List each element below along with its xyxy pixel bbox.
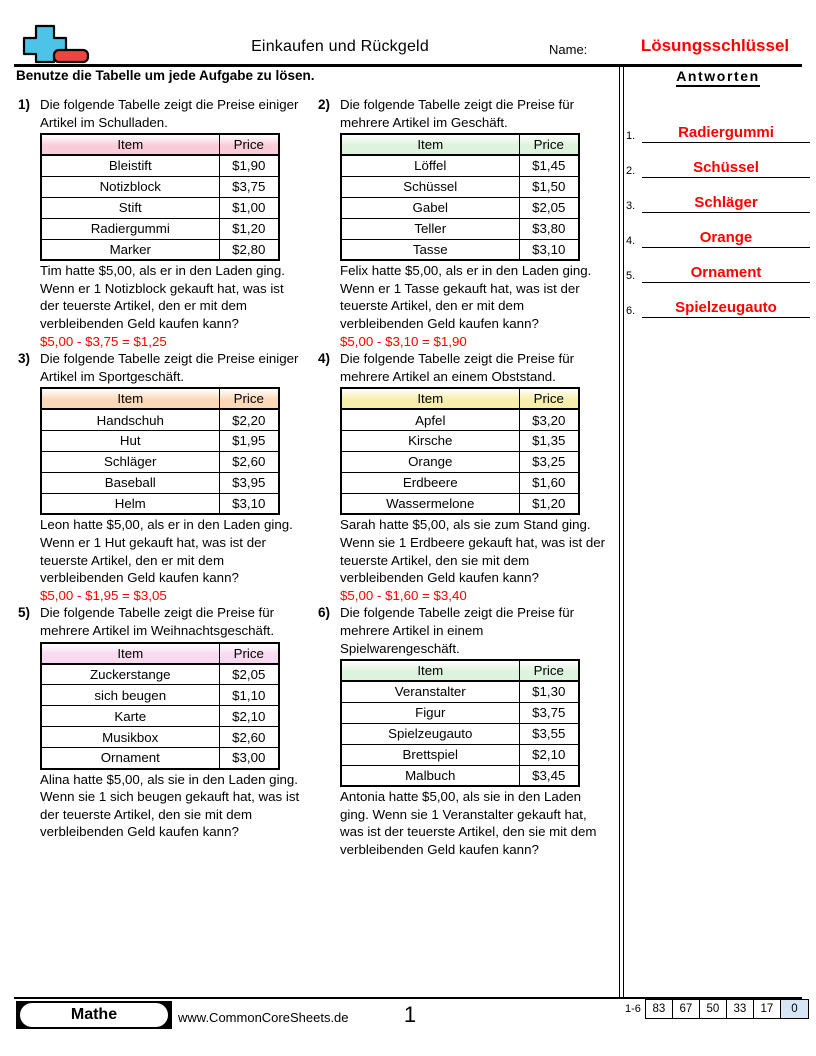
table-row — [41, 451, 279, 472]
price-table — [40, 387, 280, 515]
problem-worked-answer: $5,00 - $1,60 = $3,40 — [340, 587, 467, 603]
problem-4 — [314, 350, 614, 604]
cell-item: Veranstalter — [341, 681, 519, 702]
table-row — [41, 493, 279, 514]
table-header-item: Item — [41, 643, 219, 664]
problem-prompt: Die folgende Tabelle zeigt die Preise einiger Artikel im Sportgeschäft. — [40, 351, 299, 384]
price-table — [340, 387, 580, 515]
table-row — [41, 685, 279, 706]
cell-item: Orange — [341, 451, 519, 472]
table-row — [341, 472, 579, 493]
price-table — [340, 659, 580, 787]
cell-item: Ornament — [41, 748, 219, 769]
cell-price: $1,30 — [519, 681, 579, 702]
answer-value[interactable]: Radiergummi — [642, 124, 810, 143]
table-row — [41, 664, 279, 685]
problem-number: 3) — [18, 351, 31, 367]
cell-item: Teller — [341, 218, 519, 239]
answer-value[interactable]: Schläger — [642, 194, 810, 213]
cell-item: Helm — [41, 493, 219, 514]
table-row — [341, 155, 579, 176]
cell-price: $1,35 — [519, 430, 579, 451]
cell-item: Bleistift — [41, 155, 219, 176]
cell-price: $1,20 — [519, 493, 579, 514]
cell-item: Tasse — [341, 239, 519, 260]
cell-price: $3,10 — [519, 239, 579, 260]
answer-item-6 — [626, 283, 810, 318]
cell-price: $1,95 — [219, 430, 279, 451]
table-header-item: Item — [341, 134, 519, 155]
table-row — [41, 748, 279, 769]
subject-badge-label: Mathe — [20, 1003, 168, 1027]
cell-price: $2,80 — [219, 239, 279, 260]
table-row — [341, 723, 579, 744]
problem-question: Alina hatte $5,00, als sie in den Laden ging. Wenn sie 1 sich beugen gekauft hat, was ist der teuerste Artikel, den sie mit dem verbleibenden Geld kaufen kann? — [40, 771, 300, 840]
problem-worked-answer: $5,00 - $3,10 = $1,90 — [340, 333, 467, 349]
table-header-row — [41, 643, 279, 664]
table-header-item: Item — [341, 388, 519, 409]
cell-item: Schüssel — [341, 176, 519, 197]
table-row — [341, 681, 579, 702]
table-row — [41, 239, 279, 260]
table-row — [341, 744, 579, 765]
problem-3 — [14, 350, 314, 604]
problem-question: Leon hatte $5,00, als er in den Laden ging. Wenn er 1 Hut gekauft hat, was ist der teuerste Artikel, den er mit dem verbleibenden Geld kaufen kann? — [40, 517, 293, 586]
cell-price: $1,00 — [219, 197, 279, 218]
table-row — [341, 430, 579, 451]
problem-number: 2) — [318, 97, 331, 112]
cell-price: $3,55 — [519, 723, 579, 744]
page-number: 1 — [403, 1002, 417, 1027]
problems-grid — [14, 96, 614, 858]
answers-heading-text: Antworten — [676, 68, 760, 87]
score-strip — [625, 999, 809, 1019]
subject-badge — [16, 1001, 172, 1029]
cell-price: $1,90 — [219, 155, 279, 176]
cell-item: Brettspiel — [341, 744, 519, 765]
answer-value[interactable]: Ornament — [642, 264, 810, 283]
problem-worked-answer: $5,00 - $3,75 = $1,25 — [40, 333, 167, 349]
problem-number: 5) — [18, 605, 31, 621]
cell-item: Baseball — [41, 472, 219, 493]
cell-item: Gabel — [341, 197, 519, 218]
plus-eraser-icon — [14, 24, 92, 64]
score-box-0: 0 — [781, 1000, 808, 1018]
problem-prompt: Die folgende Tabelle zeigt die Preise einiger Artikel im Schulladen. — [40, 97, 299, 130]
table-row — [341, 451, 579, 472]
table-row — [41, 706, 279, 727]
problem-question: Felix hatte $5,00, als er in den Laden ging. Wenn er 1 Tasse gekauft hat, was ist der teuerste Artikel, den er mit dem verbleibenden Geld kaufen kann? — [340, 263, 592, 331]
header-divider — [14, 64, 802, 67]
problem-prompt: Die folgende Tabelle zeigt die Preise für mehrere Artikel im Weihnachtsgeschäft. — [40, 605, 275, 638]
answer-item-4 — [626, 213, 810, 248]
score-box-33: 33 — [727, 1000, 754, 1018]
table-header-item: Item — [41, 134, 219, 155]
problem-row — [14, 604, 614, 858]
instructions-text: Benutze die Tabelle um jede Aufgabe zu lösen. — [16, 68, 315, 83]
problem-row — [14, 350, 614, 604]
price-table — [40, 133, 280, 261]
cell-price: $1,10 — [219, 685, 279, 706]
cell-item: Karte — [41, 706, 219, 727]
vertical-divider — [619, 66, 624, 998]
cell-price: $2,20 — [219, 409, 279, 430]
table-header-row — [41, 134, 279, 155]
cell-price: $1,45 — [519, 155, 579, 176]
answer-item-2 — [626, 143, 810, 178]
cell-price: $2,60 — [219, 727, 279, 748]
table-header-price: Price — [519, 660, 579, 681]
cell-item: Marker — [41, 239, 219, 260]
problem-question: Sarah hatte $5,00, als sie zum Stand ging. Wenn sie 1 Erdbeere gekauft hat, was ist der teuerste Artikel, den sie mit dem verbleibenden Geld kaufen kann? — [340, 517, 606, 586]
table-row — [341, 702, 579, 723]
problem-number: 1) — [18, 97, 31, 112]
cell-item: Schläger — [41, 451, 219, 472]
problem-5 — [14, 604, 314, 858]
page-title: Einkaufen und Rückgeld — [251, 38, 429, 55]
cell-item: Spielzeugauto — [341, 723, 519, 744]
cell-price: $3,45 — [519, 765, 579, 786]
cell-price: $2,60 — [219, 451, 279, 472]
cell-price: $2,05 — [519, 197, 579, 218]
table-row — [41, 472, 279, 493]
cell-price: $1,50 — [519, 176, 579, 197]
score-boxes — [645, 999, 809, 1019]
cell-item: Wassermelone — [341, 493, 519, 514]
cell-price: $3,95 — [219, 472, 279, 493]
cell-item: Handschuh — [41, 409, 219, 430]
answer-value[interactable]: Schüssel — [642, 159, 810, 178]
problem-number: 6) — [318, 605, 331, 621]
answer-number: 4. — [626, 235, 636, 247]
problem-question: Antonia hatte $5,00, als sie in den Laden ging. Wenn sie 1 Veranstalter gekauft hat, was ist der teuerste Artikel, den sie mit dem verbleibenden Geld kaufen kann? — [340, 789, 597, 857]
answer-value[interactable]: Spielzeugauto — [642, 299, 810, 318]
cell-price: $3,25 — [519, 451, 579, 472]
answers-panel-heading — [626, 68, 810, 84]
table-row — [341, 197, 579, 218]
table-header-price: Price — [519, 388, 579, 409]
cell-item: Löffel — [341, 155, 519, 176]
answer-number: 2. — [626, 165, 636, 177]
cell-price: $3,80 — [519, 218, 579, 239]
answer-item-3 — [626, 178, 810, 213]
table-header-price: Price — [219, 643, 279, 664]
table-row — [41, 197, 279, 218]
cell-price: $3,75 — [219, 176, 279, 197]
table-row — [341, 765, 579, 786]
answer-number: 1. — [626, 130, 636, 142]
answers-list — [626, 108, 810, 318]
table-row — [41, 727, 279, 748]
table-row — [341, 409, 579, 430]
cell-price: $3,10 — [219, 493, 279, 514]
table-row — [341, 218, 579, 239]
cell-item: Musikbox — [41, 727, 219, 748]
cell-price: $3,00 — [219, 748, 279, 769]
score-box-83: 83 — [646, 1000, 673, 1018]
cell-item: Hut — [41, 430, 219, 451]
cell-price: $3,75 — [519, 702, 579, 723]
table-header-item: Item — [341, 660, 519, 681]
price-table — [40, 642, 280, 770]
answer-number: 6. — [626, 305, 636, 317]
problem-prompt: Die folgende Tabelle zeigt die Preise für mehrere Artikel in einem Spielwarengeschäft. — [340, 605, 575, 656]
cell-item: Erdbeere — [341, 472, 519, 493]
problem-2 — [314, 96, 614, 350]
cell-price: $2,10 — [219, 706, 279, 727]
cell-item: Figur — [341, 702, 519, 723]
problem-row — [14, 96, 614, 350]
table-header-price: Price — [519, 134, 579, 155]
score-range-label: 1-6 — [625, 1003, 641, 1015]
cell-item: Malbuch — [341, 765, 519, 786]
score-box-17: 17 — [754, 1000, 781, 1018]
name-label: Name: — [549, 42, 588, 57]
table-row — [41, 430, 279, 451]
cell-price: $1,20 — [219, 218, 279, 239]
problem-6 — [314, 604, 614, 858]
table-row — [341, 239, 579, 260]
table-header-item: Item — [41, 388, 219, 409]
table-row — [41, 176, 279, 197]
cell-item: Radiergummi — [41, 218, 219, 239]
cell-item: Kirsche — [341, 430, 519, 451]
table-row — [341, 493, 579, 514]
score-box-50: 50 — [700, 1000, 727, 1018]
cell-price: $1,60 — [519, 472, 579, 493]
cell-item: Notizblock — [41, 176, 219, 197]
table-row — [41, 155, 279, 176]
table-row — [41, 409, 279, 430]
problem-question: Tim hatte $5,00, als er in den Laden ging. Wenn er 1 Notizblock gekauft hat, was ist der teuerste Artikel, den er mit dem verbleibenden Geld kaufen kann? — [40, 263, 285, 331]
price-table — [340, 133, 580, 261]
answer-item-1 — [626, 108, 810, 143]
table-row — [341, 176, 579, 197]
answer-number: 3. — [626, 200, 636, 212]
cell-item: sich beugen — [41, 685, 219, 706]
site-url: www.CommonCoreSheets.de — [178, 1010, 349, 1025]
cell-price: $3,20 — [519, 409, 579, 430]
cell-price: $2,10 — [519, 744, 579, 765]
problem-number: 4) — [318, 351, 331, 367]
problem-worked-answer: $5,00 - $1,95 = $3,05 — [40, 587, 167, 603]
problem-1 — [14, 96, 314, 350]
page-header — [0, 0, 816, 66]
answer-key-badge: Lösungsschlüssel — [640, 36, 790, 55]
table-header-price: Price — [219, 134, 279, 155]
score-box-67: 67 — [673, 1000, 700, 1018]
table-header-row — [341, 134, 579, 155]
table-header-price: Price — [219, 388, 279, 409]
table-header-row — [341, 388, 579, 409]
answer-value[interactable]: Orange — [642, 229, 810, 248]
problem-prompt: Die folgende Tabelle zeigt die Preise für mehrere Artikel an einem Obststand. — [340, 351, 575, 384]
answer-number: 5. — [626, 270, 636, 282]
cell-item: Apfel — [341, 409, 519, 430]
answer-item-5 — [626, 248, 810, 283]
cell-item: Zuckerstange — [41, 664, 219, 685]
cell-price: $2,05 — [219, 664, 279, 685]
table-row — [41, 218, 279, 239]
cell-item: Stift — [41, 197, 219, 218]
table-header-row — [341, 660, 579, 681]
table-header-row — [41, 388, 279, 409]
problem-prompt: Die folgende Tabelle zeigt die Preise für mehrere Artikel im Geschäft. — [340, 97, 575, 130]
